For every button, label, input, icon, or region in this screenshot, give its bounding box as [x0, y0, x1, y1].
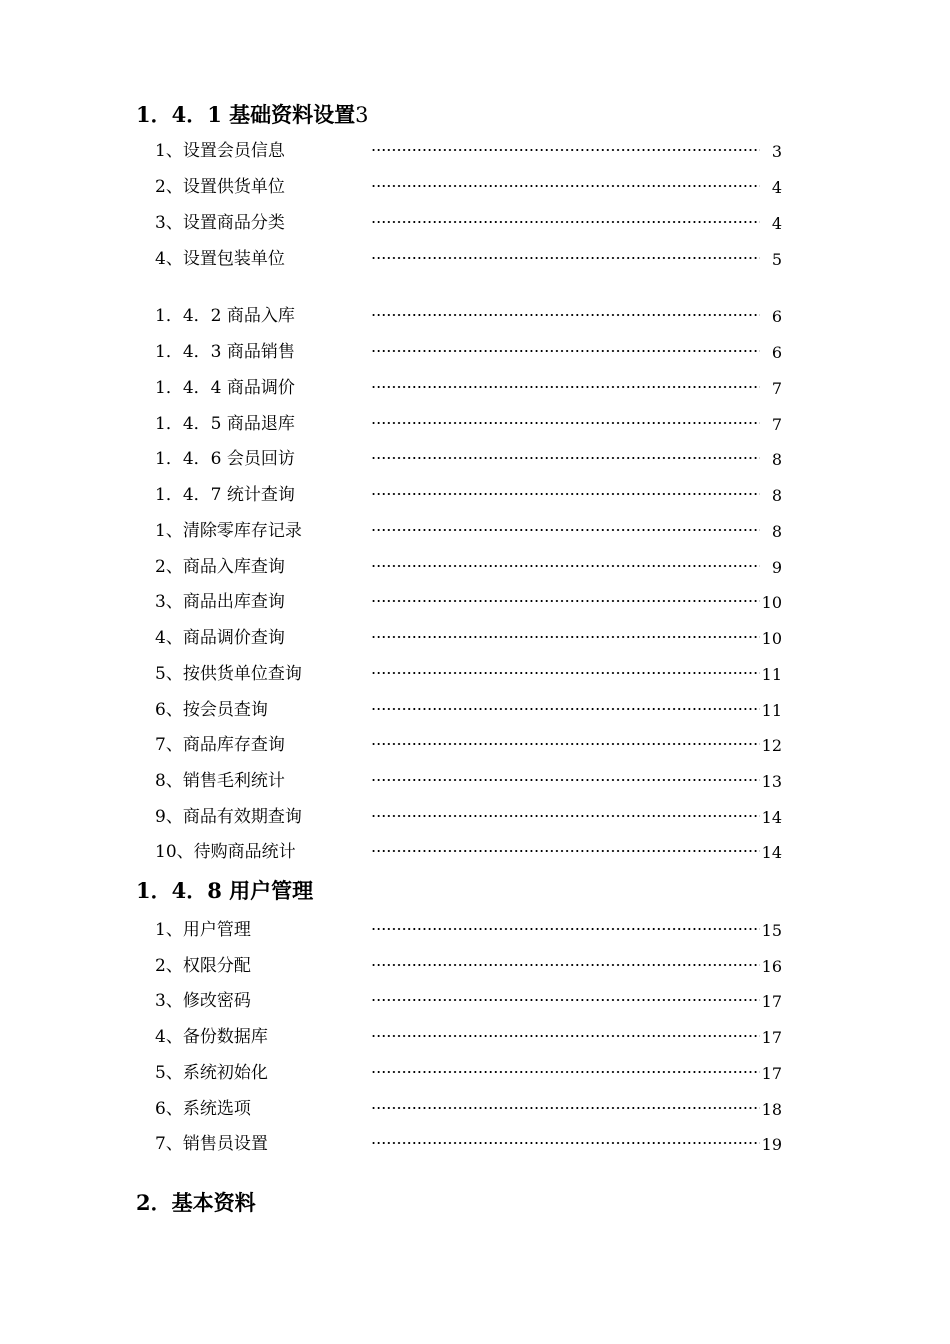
toc-entry — [155, 340, 782, 364]
toc-entry — [155, 412, 782, 436]
toc-entry — [155, 1061, 782, 1085]
dot-leader — [371, 350, 760, 352]
toc-entry — [155, 211, 782, 235]
toc-heading — [136, 877, 313, 905]
toc-entry-label: 9、商品有效期查询 — [155, 807, 302, 827]
toc-entry — [155, 175, 782, 199]
toc-entry-label: 1、清除零库存记录 — [155, 521, 302, 541]
dot-leader — [371, 850, 760, 852]
dot-leader — [371, 422, 760, 424]
dot-leader — [371, 493, 760, 495]
dot-leader — [371, 1071, 760, 1073]
dot-leader — [371, 386, 760, 388]
toc-entry-label: 2、设置供货单位 — [155, 177, 285, 197]
heading-page-number: 3 — [355, 103, 369, 127]
toc-entry — [155, 989, 782, 1013]
toc-entry — [155, 304, 782, 328]
dot-leader — [371, 314, 760, 316]
toc-entry-page: 9 — [771, 558, 782, 577]
toc-entry-page: 7 — [771, 415, 782, 434]
toc-entry-label: 6、按会员查询 — [155, 700, 268, 720]
dot-leader — [371, 708, 760, 710]
dot-leader — [371, 815, 760, 817]
toc-entry-page: 11 — [761, 665, 782, 684]
toc-entry-page: 8 — [771, 450, 782, 469]
toc-entry-page: 8 — [771, 486, 782, 505]
toc-entry-label: 1．4．4 商品调价 — [155, 378, 295, 398]
toc-entry-label: 8、销售毛利统计 — [155, 771, 285, 791]
toc-entry-label: 3、商品出库查询 — [155, 592, 285, 612]
toc-entry-label: 3、修改密码 — [155, 991, 251, 1011]
toc-entry — [155, 1132, 782, 1156]
toc-entry-page: 6 — [771, 307, 782, 326]
toc-entry-page: 11 — [761, 701, 782, 720]
toc-entry-label: 1．4．6 会员回访 — [155, 449, 295, 469]
toc-entry — [155, 1025, 782, 1049]
toc-entry — [155, 1097, 782, 1121]
dot-leader — [371, 457, 760, 459]
dot-leader — [371, 999, 760, 1001]
toc-entry — [155, 733, 782, 757]
toc-entry-label: 5、按供货单位查询 — [155, 664, 302, 684]
toc-entry-page: 6 — [771, 343, 782, 362]
dot-leader — [371, 185, 760, 187]
toc-entry — [155, 447, 782, 471]
toc-entry-label: 1．4．3 商品销售 — [155, 342, 295, 362]
toc-entry-label: 1、用户管理 — [155, 920, 251, 940]
dot-leader — [371, 1142, 760, 1144]
dot-leader — [371, 221, 760, 223]
toc-entry-page: 4 — [771, 214, 782, 233]
toc-entry — [155, 769, 782, 793]
toc-entry — [155, 662, 782, 686]
toc-entry-label: 1．4．7 统计查询 — [155, 485, 295, 505]
toc-entry-page: 17 — [761, 1064, 782, 1083]
dot-leader — [371, 672, 760, 674]
toc-entry-page: 15 — [761, 921, 782, 940]
toc-entry-label: 1．4．5 商品退库 — [155, 414, 295, 434]
toc-entry-label: 2、商品入库查询 — [155, 557, 285, 577]
toc-entry-page: 7 — [771, 379, 782, 398]
toc-heading — [136, 101, 369, 129]
toc-entry-page: 4 — [771, 178, 782, 197]
toc-entry-page: 13 — [761, 772, 782, 791]
dot-leader — [371, 636, 760, 638]
toc-entry — [155, 626, 782, 650]
dot-leader — [371, 743, 760, 745]
toc-entry-page: 16 — [761, 957, 782, 976]
heading-text: 1．4．8 用户管理 — [136, 878, 314, 903]
dot-leader — [371, 565, 760, 567]
toc-entry — [155, 555, 782, 579]
toc-entry — [155, 139, 782, 163]
toc-entry-label: 5、系统初始化 — [155, 1063, 268, 1083]
heading-text: 1．4．1 基础资料设置 — [136, 102, 356, 127]
toc-entry-label: 1．4．2 商品入库 — [155, 306, 295, 326]
toc-entry-label: 4、商品调价查询 — [155, 628, 285, 648]
heading-text: 2．基本资料 — [136, 1190, 256, 1215]
toc-entry-page: 8 — [771, 522, 782, 541]
dot-leader — [371, 529, 760, 531]
toc-entry-label: 6、系统选项 — [155, 1099, 251, 1119]
dot-leader — [371, 928, 760, 930]
dot-leader — [371, 149, 760, 151]
toc-entry — [155, 805, 782, 829]
toc-entry — [155, 840, 782, 864]
toc-entry — [155, 954, 782, 978]
toc-entry-page: 17 — [761, 1028, 782, 1047]
toc-entry-label: 2、权限分配 — [155, 956, 251, 976]
dot-leader — [371, 1035, 760, 1037]
toc-entry — [155, 376, 782, 400]
toc-entry — [155, 590, 782, 614]
toc-entry — [155, 483, 782, 507]
toc-entry — [155, 247, 782, 271]
toc-entry-label: 3、设置商品分类 — [155, 213, 285, 233]
dot-leader — [371, 600, 760, 602]
toc-entry-page: 3 — [771, 142, 782, 161]
toc-entry-page: 14 — [761, 843, 782, 862]
toc-entry-label: 7、销售员设置 — [155, 1134, 268, 1154]
toc-entry-label: 7、商品库存查询 — [155, 735, 285, 755]
toc-entry-page: 10 — [761, 629, 782, 648]
toc-entry — [155, 918, 782, 942]
toc-entry-page: 10 — [761, 593, 782, 612]
toc-entry — [155, 698, 782, 722]
toc-entry-label: 10、待购商品统计 — [155, 842, 296, 862]
toc-entry-page: 12 — [761, 736, 782, 755]
toc-entry-page: 17 — [761, 992, 782, 1011]
dot-leader — [371, 779, 760, 781]
toc-entry-page: 18 — [761, 1100, 782, 1119]
dot-leader — [371, 1107, 760, 1109]
dot-leader — [371, 257, 760, 259]
toc-entry-page: 5 — [771, 250, 782, 269]
toc-entry-page: 19 — [761, 1135, 782, 1154]
toc-heading — [136, 1189, 256, 1217]
toc-entry-page: 14 — [761, 808, 782, 827]
toc-entry — [155, 519, 782, 543]
toc-entry-label: 4、设置包装单位 — [155, 249, 285, 269]
dot-leader — [371, 964, 760, 966]
toc-entry-label: 1、设置会员信息 — [155, 141, 285, 161]
toc-entry-label: 4、备份数据库 — [155, 1027, 268, 1047]
